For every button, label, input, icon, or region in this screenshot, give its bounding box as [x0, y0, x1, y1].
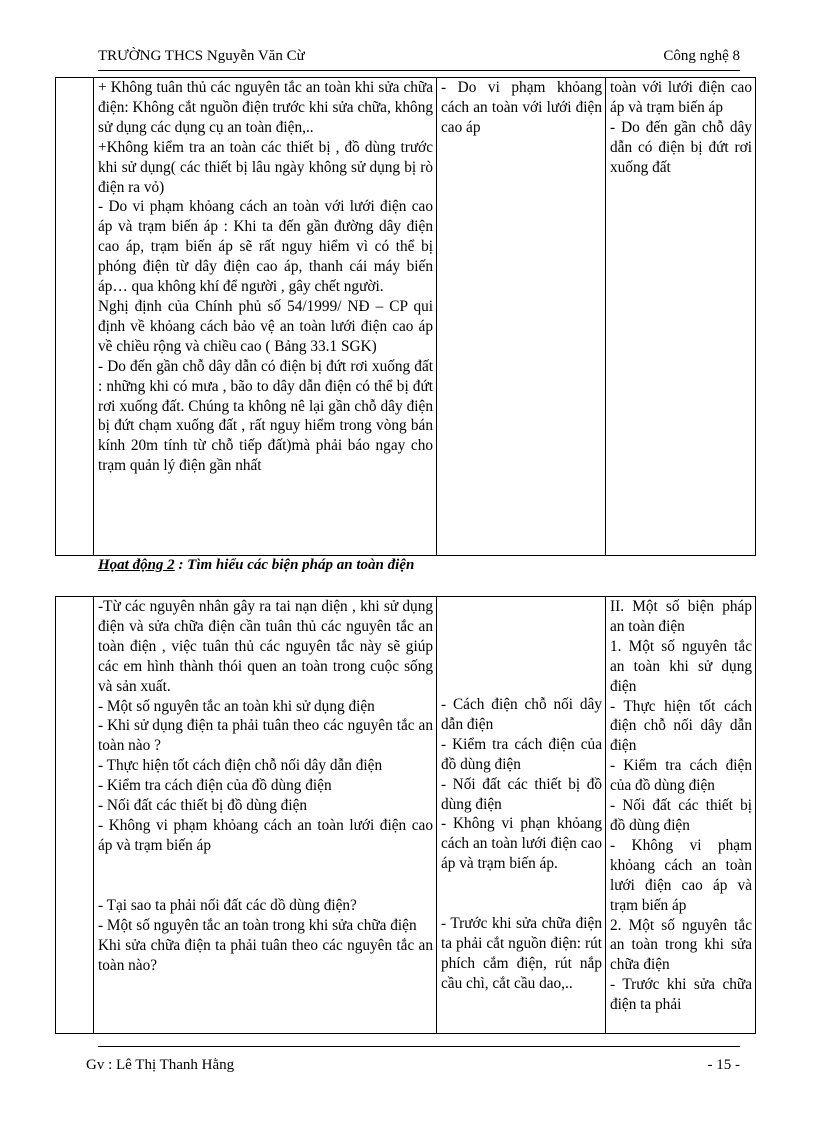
- paragraph: - Tại sao ta phải nối đất các dồ dùng điện?: [98, 896, 357, 914]
- paragraph: - Kiểm tra cách điện của đồ dùng điện: [98, 777, 332, 795]
- paragraph: - Nối đất các thiết bị đồ dùng điện: [98, 797, 308, 815]
- paragraph: - Thực hiện tốt cách điện chỗ nối dây dẫn điện: [610, 697, 752, 755]
- paragraph: - Nối đất các thiết bị đồ dùng điện: [610, 797, 752, 834]
- paragraph: - Trước khi sửa chữa điện ta phải cắt nguồn điện: rút phích cắm điện, rút nắp cầu chì, cắt cầu dao,..: [441, 915, 602, 992]
- content-cell: [606, 597, 756, 1034]
- margin-column: [56, 78, 94, 556]
- school-name: TRƯỜNG THCS Nguyễn Văn Cừ: [98, 48, 305, 64]
- paragraph: - Cách điện chỗ nối dây dẫn điện: [441, 696, 602, 733]
- content-cell: [606, 78, 756, 556]
- paragraph: II. Một số biện pháp an toàn điện: [610, 598, 752, 635]
- spacer: [441, 874, 602, 914]
- paragraph: toàn với lưới điện cao áp và trạm biến áp: [610, 79, 752, 116]
- page-footer: [86, 1057, 740, 1079]
- lesson-table-1: [55, 77, 756, 556]
- paragraph: - Do đến gần chỗ dây dẫn có điện bị đứt rơi xuống đất : những khi có mưa , bão to dây dẫn điện có thể bị đứt rơi xuống đất. Chúng ta không nê lại gần chỗ dây điện bị đứt chạm xuống đất , rất nguy hiểm trong vòng bán kính 20m tính từ chỗ tiếp đất)mà phải báo ngay cho trạm quản lý điện gần nhất: [98, 357, 433, 475]
- student-activity-cell: [437, 597, 606, 1034]
- page-header: [98, 48, 740, 70]
- paragraph: - Nối đất các thiết bị đồ dùng điện: [441, 775, 602, 813]
- paragraph: - Khi sử dụng điện ta phải tuân theo các nguyên tắc an toàn nào ?: [98, 717, 433, 755]
- paragraph: -Từ các nguyên nhân gây ra tai nạn diện , khi sử dụng điện và sửa chữa điện cần tuân thủ các nguyên tắc an toàn điện , việc tuân thủ các nguyên tắc này sẽ giúp các em hình thành thói quen an toàn trong cuộc sống và sản xuất.: [98, 598, 433, 695]
- header-rule: [98, 70, 740, 71]
- paragraph: 1. Một số nguyên tắc an toàn khi sử dụng điện: [610, 637, 752, 695]
- paragraph: - Do đến gần chỗ dây dẫn có điện bị đứt rơi xuống đất: [610, 118, 752, 176]
- subject-name: Công nghệ 8: [663, 48, 740, 64]
- activity-label: Họat động 2: [98, 557, 175, 573]
- paragraph: - Do vi phạm khỏang cách an toàn với lưới điện cao áp và trạm biến áp : Khi ta đến gần đường dây điện cao áp, trạm biến áp sẽ rất nguy hiểm vì có thể bị phóng điện từ dây điện cao áp, thanh cái máy biến áp… qua không khí để người , gây chết người.: [98, 198, 433, 296]
- lesson-table-2: [55, 596, 756, 1034]
- teacher-activity-cell: [94, 597, 437, 1034]
- spacer: [98, 856, 433, 896]
- margin-column: [56, 597, 94, 1034]
- paragraph: - Một số nguyên tắc an toàn khi sử dụng điện: [98, 697, 375, 715]
- footer-rule: [98, 1046, 740, 1047]
- paragraph: - Kiểm tra cách điện của đồ dùng điện: [610, 757, 752, 795]
- paragraph: - Trước khi sửa chữa điện ta phải: [610, 976, 752, 1014]
- paragraph: - Một số nguyên tắc an toàn trong khi sửa chữa điện: [98, 916, 417, 934]
- paragraph: - Không vi phạm khỏang cách an toàn lưới điện cao áp và trạm biến áp: [98, 816, 433, 854]
- paragraph: - Do vi phạm khỏang cách an toàn với lưới điện cao áp: [441, 79, 602, 136]
- paragraph: +Không kiểm tra an toàn các thiết bị , đồ dùng trước khi sử dụng( các thiết bị lâu ngày không sử dụng bị rò điện ra vỏ): [98, 138, 433, 196]
- paragraph: - Thực hiện tốt cách điện chỗ nối dây dẫn điện: [98, 757, 383, 775]
- teacher-activity-cell: [94, 78, 437, 556]
- paragraph: - Không vi phạn khỏang cách an toàn lưới điện cao áp và trạm biến áp.: [441, 815, 602, 873]
- page-number: - 15 -: [707, 1057, 740, 1073]
- paragraph: 2. Một số nguyên tắc an toàn trong khi sửa chữa điện: [610, 916, 752, 974]
- activity-heading: [98, 557, 414, 574]
- paragraph: - Không vi phạm khỏang cách an toàn lưới điện cao áp và trạm biến áp: [610, 836, 752, 914]
- paragraph: + Không tuân thủ các nguyên tắc an toàn khi sửa chữa điện: Không cắt nguồn điện trước khi sửa chữa, không sử dụng các dụng cụ an toàn điện,..: [98, 79, 433, 136]
- spacer: [441, 597, 602, 695]
- teacher-name: Gv : Lê Thị Thanh Hằng: [86, 1057, 235, 1073]
- student-activity-cell: [437, 78, 606, 556]
- activity-title: : Tìm hiểu các biện pháp an toàn điện: [174, 557, 415, 573]
- paragraph: Khi sửa chữa điện ta phải tuân theo các nguyên tắc an toàn nào?: [98, 936, 433, 974]
- paragraph: - Kiểm tra cách điện của đồ dùng điện: [441, 735, 602, 773]
- paragraph: Nghị định của Chính phủ số 54/1999/ NĐ – CP qui định về khỏang cách bảo vệ an toàn lưới điện cao áp về chiều rộng và chiều cao ( Bảng 33.1 SGK): [98, 297, 433, 355]
